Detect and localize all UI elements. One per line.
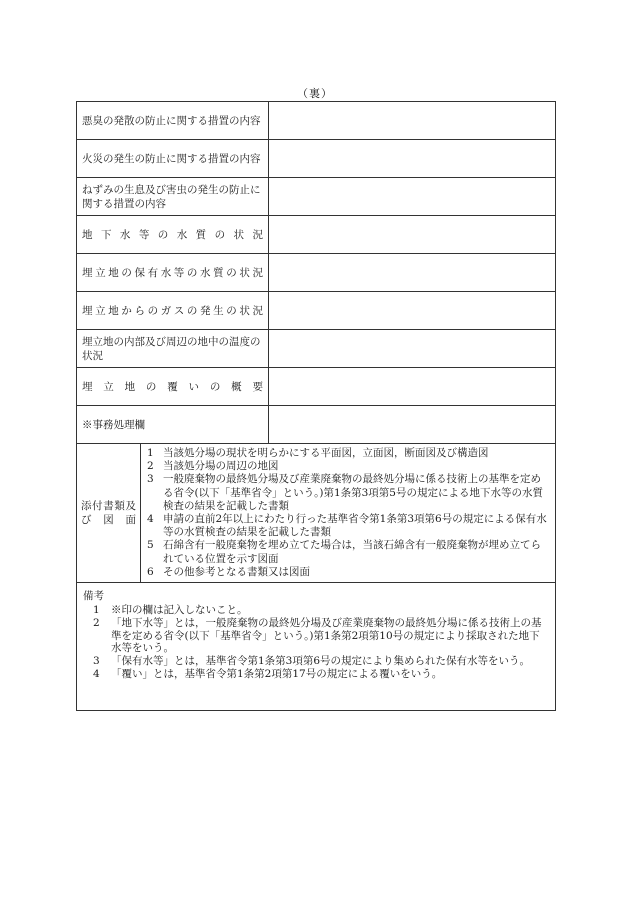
label-pest-prevention: ねずみの生息及び害虫の発生の防止に関する措置の内容 — [77, 178, 269, 216]
note-item: 2 「地下水等」とは，一般廃棄物の最終処分場及び産業廃棄物の最終処分場に係る技術上の基準を定める省令(以下「基準省令」という。)第1条第2項第10号の規定により採取された地下水等をいう。 — [93, 616, 542, 655]
row-ground-temperature — [77, 330, 556, 368]
label-office-use: ※事務処理欄 — [77, 406, 269, 444]
field-landfill-cover[interactable] — [269, 368, 556, 406]
field-fire-prevention[interactable] — [269, 140, 556, 178]
notes-section — [77, 583, 556, 711]
row-pest-prevention — [77, 178, 556, 216]
field-groundwater-quality[interactable] — [269, 216, 556, 254]
page-title: （裏） — [297, 87, 333, 100]
note-item: 3 「保有水等」とは，基準省令第1条第3項第6号の規定により集められた保有水等をいう。 — [93, 655, 531, 668]
field-odor-prevention[interactable] — [269, 102, 556, 140]
field-gas-generation[interactable] — [269, 292, 556, 330]
label-retained-water-quality: 埋立地の保有水等の水質の状況 — [77, 254, 269, 292]
attachment-item: 2 当該処分場の周辺の地図 — [147, 460, 279, 473]
label-fire-prevention: 火災の発生の防止に関する措置の内容 — [77, 140, 269, 178]
row-retained-water-quality — [77, 254, 556, 292]
label-landfill-cover: 埋立地の覆いの概要 — [77, 368, 269, 406]
label-ground-temperature: 埋立地の内部及び周辺の地中の温度の状況 — [77, 330, 269, 368]
attachment-item: 4 申請の直前2年以上にわたり行った基準省令第1条第3項第6号の規定による保有水等の水質検査の結果を記載した書類 — [147, 513, 547, 539]
row-odor-prevention — [77, 102, 556, 140]
attachments-list — [141, 444, 556, 583]
row-attachments — [77, 444, 556, 583]
attachment-item: 3 一般廃棄物の最終処分場及び産業廃棄物の最終処分場に係る技術上の基準を定める省令(以下「基準省令」という。)第1条第3項第5号の規定による地下水等の水質検査の結果を記載した書類 — [147, 473, 543, 512]
field-pest-prevention[interactable] — [269, 178, 556, 216]
attachment-item: 5 石綿含有一般廃棄物を埋め立てた場合は，当該石綿含有一般廃棄物が埋め立てられている位置を示す図面 — [147, 539, 541, 565]
note-item: 1 ※印の欄は記入しないこと。 — [93, 604, 248, 616]
field-office-use — [269, 406, 556, 444]
row-gas-generation — [77, 292, 556, 330]
attachment-item: 6 その他参考となる書類又は図面 — [147, 565, 310, 578]
row-landfill-cover — [77, 368, 556, 406]
row-fire-prevention — [77, 140, 556, 178]
row-notes — [77, 583, 556, 711]
label-gas-generation: 埋立地からのガスの発生の状況 — [77, 292, 269, 330]
row-office-use — [77, 406, 556, 444]
field-retained-water-quality[interactable] — [269, 254, 556, 292]
note-item: 4 「覆い」とは，基準省令第1条第2項第17号の規定による覆いをいう。 — [93, 667, 443, 680]
label-odor-prevention: 悪臭の発散の防止に関する措置の内容 — [77, 102, 269, 140]
label-attachments: 添付書類及び図面 — [77, 444, 141, 583]
field-ground-temperature[interactable] — [269, 330, 556, 368]
report-form-table — [76, 101, 556, 711]
label-groundwater-quality: 地下水等の水質の状況 — [77, 216, 269, 254]
notes-title: 備考 — [83, 590, 104, 602]
row-groundwater-quality — [77, 216, 556, 254]
attachment-item: 1 当該処分場の現状を明らかにする平面図，立面図，断面図及び構造図 — [147, 446, 489, 459]
